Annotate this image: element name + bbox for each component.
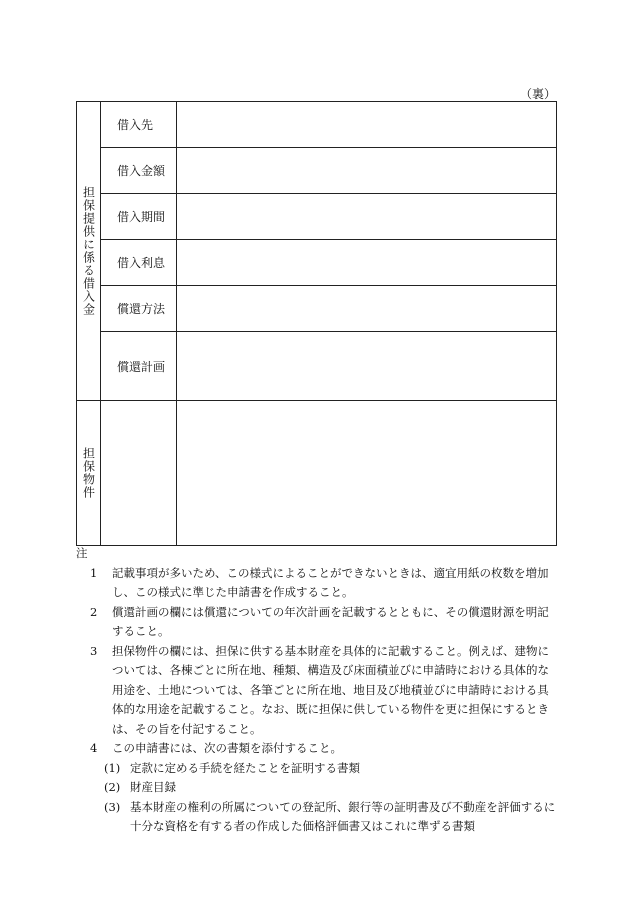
loan-collateral-form-table [76, 101, 557, 546]
row-value-interest[interactable] [177, 240, 557, 286]
attachment-number: (3) [104, 799, 121, 814]
table-row [77, 332, 557, 401]
row-value-period[interactable] [177, 194, 557, 240]
attachment-text: 基本財産の権利の所属についての登記所、銀行等の証明書及び不動産を評価するに十分な資格を有する者の作成した価格評価書又はこれに準ずる書類 [130, 799, 556, 833]
attachment-item [76, 778, 560, 798]
attachment-text: 財産目録 [130, 780, 176, 794]
row-label-amount: 借入金額 [101, 148, 177, 194]
page-side-label: （裏） [519, 87, 556, 101]
note-text: 償還計画の欄には償還についての年次計画を記載するとともに、その償還財源を明記すること。 [112, 604, 549, 638]
table-row [77, 194, 557, 240]
row-label-repayment-plan: 償還計画 [101, 332, 177, 401]
note-number: 3 [90, 643, 98, 658]
row-label-lender: 借入先 [101, 102, 177, 148]
notes-heading: 注 [76, 546, 88, 560]
note-text: 担保物件の欄には、担保に供する基本財産を具体的に記載すること。例えば、建物については、各棟ごとに所在地、種類、構造及び床面積並びに申請時における具体的な用途を、土地については、各筆ごとに所在地、地目及び地積並びに申請時における具体的な用途を記載すること。なお、既に担保に供している物件を更に担保にするときは、その旨を付記すること。 [112, 643, 549, 736]
note-item [76, 642, 560, 740]
row-value-repayment-method[interactable] [177, 286, 557, 332]
row-value-repayment-plan[interactable] [177, 332, 557, 401]
row-label-interest: 借入利息 [101, 240, 177, 286]
attachment-item [76, 798, 560, 837]
attachment-number: (2) [104, 780, 121, 794]
row-value-amount[interactable] [177, 148, 557, 194]
notes-section [76, 544, 560, 837]
note-number: 2 [90, 604, 98, 619]
attachment-number: (1) [104, 760, 121, 775]
note-number: 4 [90, 741, 98, 755]
note-number: 1 [90, 565, 98, 580]
loan-group-cell [77, 102, 101, 401]
table-row [77, 102, 557, 148]
note-item [76, 603, 560, 642]
collateral-label-cell [101, 401, 177, 546]
table-row [77, 240, 557, 286]
collateral-group-cell [77, 401, 101, 546]
loan-group-label: 担保提供に係る借入金 [81, 186, 96, 316]
attachment-item [76, 759, 560, 779]
attachment-text: 定款に定める手続を経たことを証明する書類 [130, 760, 360, 775]
row-label-repayment-method: 償還方法 [101, 286, 177, 332]
collateral-value-cell[interactable] [177, 401, 557, 546]
note-item [76, 564, 560, 603]
table-row [77, 286, 557, 332]
collateral-group-label: 担保物件 [81, 447, 96, 499]
note-item [76, 739, 560, 759]
table-row [77, 148, 557, 194]
table-row [77, 401, 557, 546]
note-text: 記載事項が多いため、この様式によることができないときは、適宜用紙の枚数を増加し、この様式に準じた申請書を作成すること。 [112, 565, 549, 599]
note-text: この申請書には、次の書類を添付すること。 [112, 741, 342, 755]
row-label-period: 借入期間 [101, 194, 177, 240]
row-value-lender[interactable] [177, 102, 557, 148]
